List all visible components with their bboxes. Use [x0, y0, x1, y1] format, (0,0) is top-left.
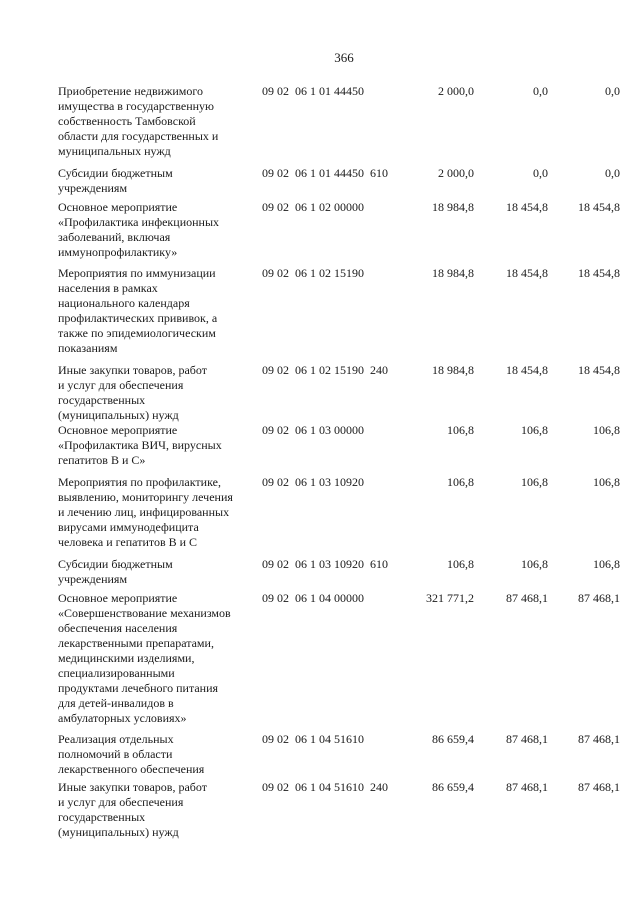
row-code: 09 02 06 1 04 51610 [262, 732, 364, 746]
row-value-2: 18 454,8 [506, 266, 548, 280]
row-name: Субсидии бюджетным учреждениям [58, 166, 173, 195]
table-row [0, 423, 640, 475]
row-code: 09 02 06 1 03 10920 [262, 475, 364, 489]
row-value-1: 86 659,4 [432, 732, 474, 746]
row-name: Субсидии бюджетным учреждениям [58, 557, 173, 586]
table-row [0, 166, 640, 200]
row-value-2: 0,0 [533, 84, 548, 98]
row-name: Мероприятия по профилактике, выявлению, мониторингу лечения и лечению лиц, инфицированных вирусами иммунодефицита человека и гепатитов В и С [58, 475, 233, 549]
row-code: 09 02 06 1 02 00000 [262, 200, 364, 214]
row-value-1: 2 000,0 [438, 166, 474, 180]
row-value-2: 106,8 [521, 475, 548, 489]
row-value-3: 18 454,8 [578, 266, 620, 280]
row-value-3: 87 468,1 [578, 591, 620, 605]
row-value-3: 18 454,8 [578, 363, 620, 377]
row-code: 09 02 06 1 02 15190 240 [262, 363, 388, 377]
row-value-1: 321 771,2 [426, 591, 474, 605]
row-value-1: 106,8 [447, 557, 474, 571]
row-code: 09 02 06 1 02 15190 [262, 266, 364, 280]
table-row [0, 557, 640, 591]
budget-table [0, 84, 640, 844]
table-row [0, 200, 640, 266]
row-value-2: 18 454,8 [506, 200, 548, 214]
row-value-2: 106,8 [521, 557, 548, 571]
page-number: 366 [334, 50, 354, 65]
row-value-1: 18 984,8 [432, 266, 474, 280]
row-code: 09 02 06 1 01 44450 610 [262, 166, 388, 180]
row-name: Иные закупки товаров, работ и услуг для обеспечения государственных (муниципальных) нужд [58, 363, 207, 422]
row-name: Основное мероприятие «Совершенствование механизмов обеспечения населения лекарственными препаратами, медицинскими изделиями, специализированными продуктами лечебного питания для детей-инвалидов в амбулаторных условиях» [58, 591, 231, 725]
row-name: Мероприятия по иммунизации населения в рамках национального календаря профилактических прививок, а также по эпидемиологическим показаниям [58, 266, 218, 355]
row-value-3: 106,8 [593, 475, 620, 489]
row-name: Основное мероприятие «Профилактика инфекционных заболеваний, включая иммунопрофилактику» [58, 200, 220, 259]
row-name: Приобретение недвижимого имущества в государственную собственность Тамбовской области для государственных и муниципальных нужд [58, 84, 219, 158]
row-name: Иные закупки товаров, работ и услуг для обеспечения государственных (муниципальных) нужд [58, 780, 207, 839]
row-value-1: 18 984,8 [432, 200, 474, 214]
row-value-1: 18 984,8 [432, 363, 474, 377]
row-code: 09 02 06 1 03 00000 [262, 423, 364, 437]
row-value-1: 2 000,0 [438, 84, 474, 98]
row-value-1: 106,8 [447, 475, 474, 489]
row-name: Основное мероприятие «Профилактика ВИЧ, вирусных гепатитов В и С» [58, 423, 222, 467]
row-code: 09 02 06 1 04 51610 240 [262, 780, 388, 794]
table-row [0, 475, 640, 557]
row-value-3: 0,0 [605, 166, 620, 180]
row-value-1: 106,8 [447, 423, 474, 437]
row-code: 09 02 06 1 03 10920 610 [262, 557, 388, 571]
row-value-3: 106,8 [593, 557, 620, 571]
row-value-2: 106,8 [521, 423, 548, 437]
row-value-3: 0,0 [605, 84, 620, 98]
row-value-2: 87 468,1 [506, 591, 548, 605]
row-value-3: 87 468,1 [578, 780, 620, 794]
row-value-2: 18 454,8 [506, 363, 548, 377]
row-value-3: 87 468,1 [578, 732, 620, 746]
table-row [0, 591, 640, 732]
row-value-3: 106,8 [593, 423, 620, 437]
table-row [0, 266, 640, 363]
row-value-3: 18 454,8 [578, 200, 620, 214]
row-value-2: 0,0 [533, 166, 548, 180]
table-row [0, 363, 640, 423]
row-name: Реализация отдельных полномочий в области лекарственного обеспечения [58, 732, 205, 776]
table-row [0, 84, 640, 166]
row-code: 09 02 06 1 04 00000 [262, 591, 364, 605]
table-row [0, 732, 640, 780]
row-value-1: 86 659,4 [432, 780, 474, 794]
row-value-2: 87 468,1 [506, 732, 548, 746]
row-code: 09 02 06 1 01 44450 [262, 84, 364, 98]
row-value-2: 87 468,1 [506, 780, 548, 794]
table-row [0, 780, 640, 844]
